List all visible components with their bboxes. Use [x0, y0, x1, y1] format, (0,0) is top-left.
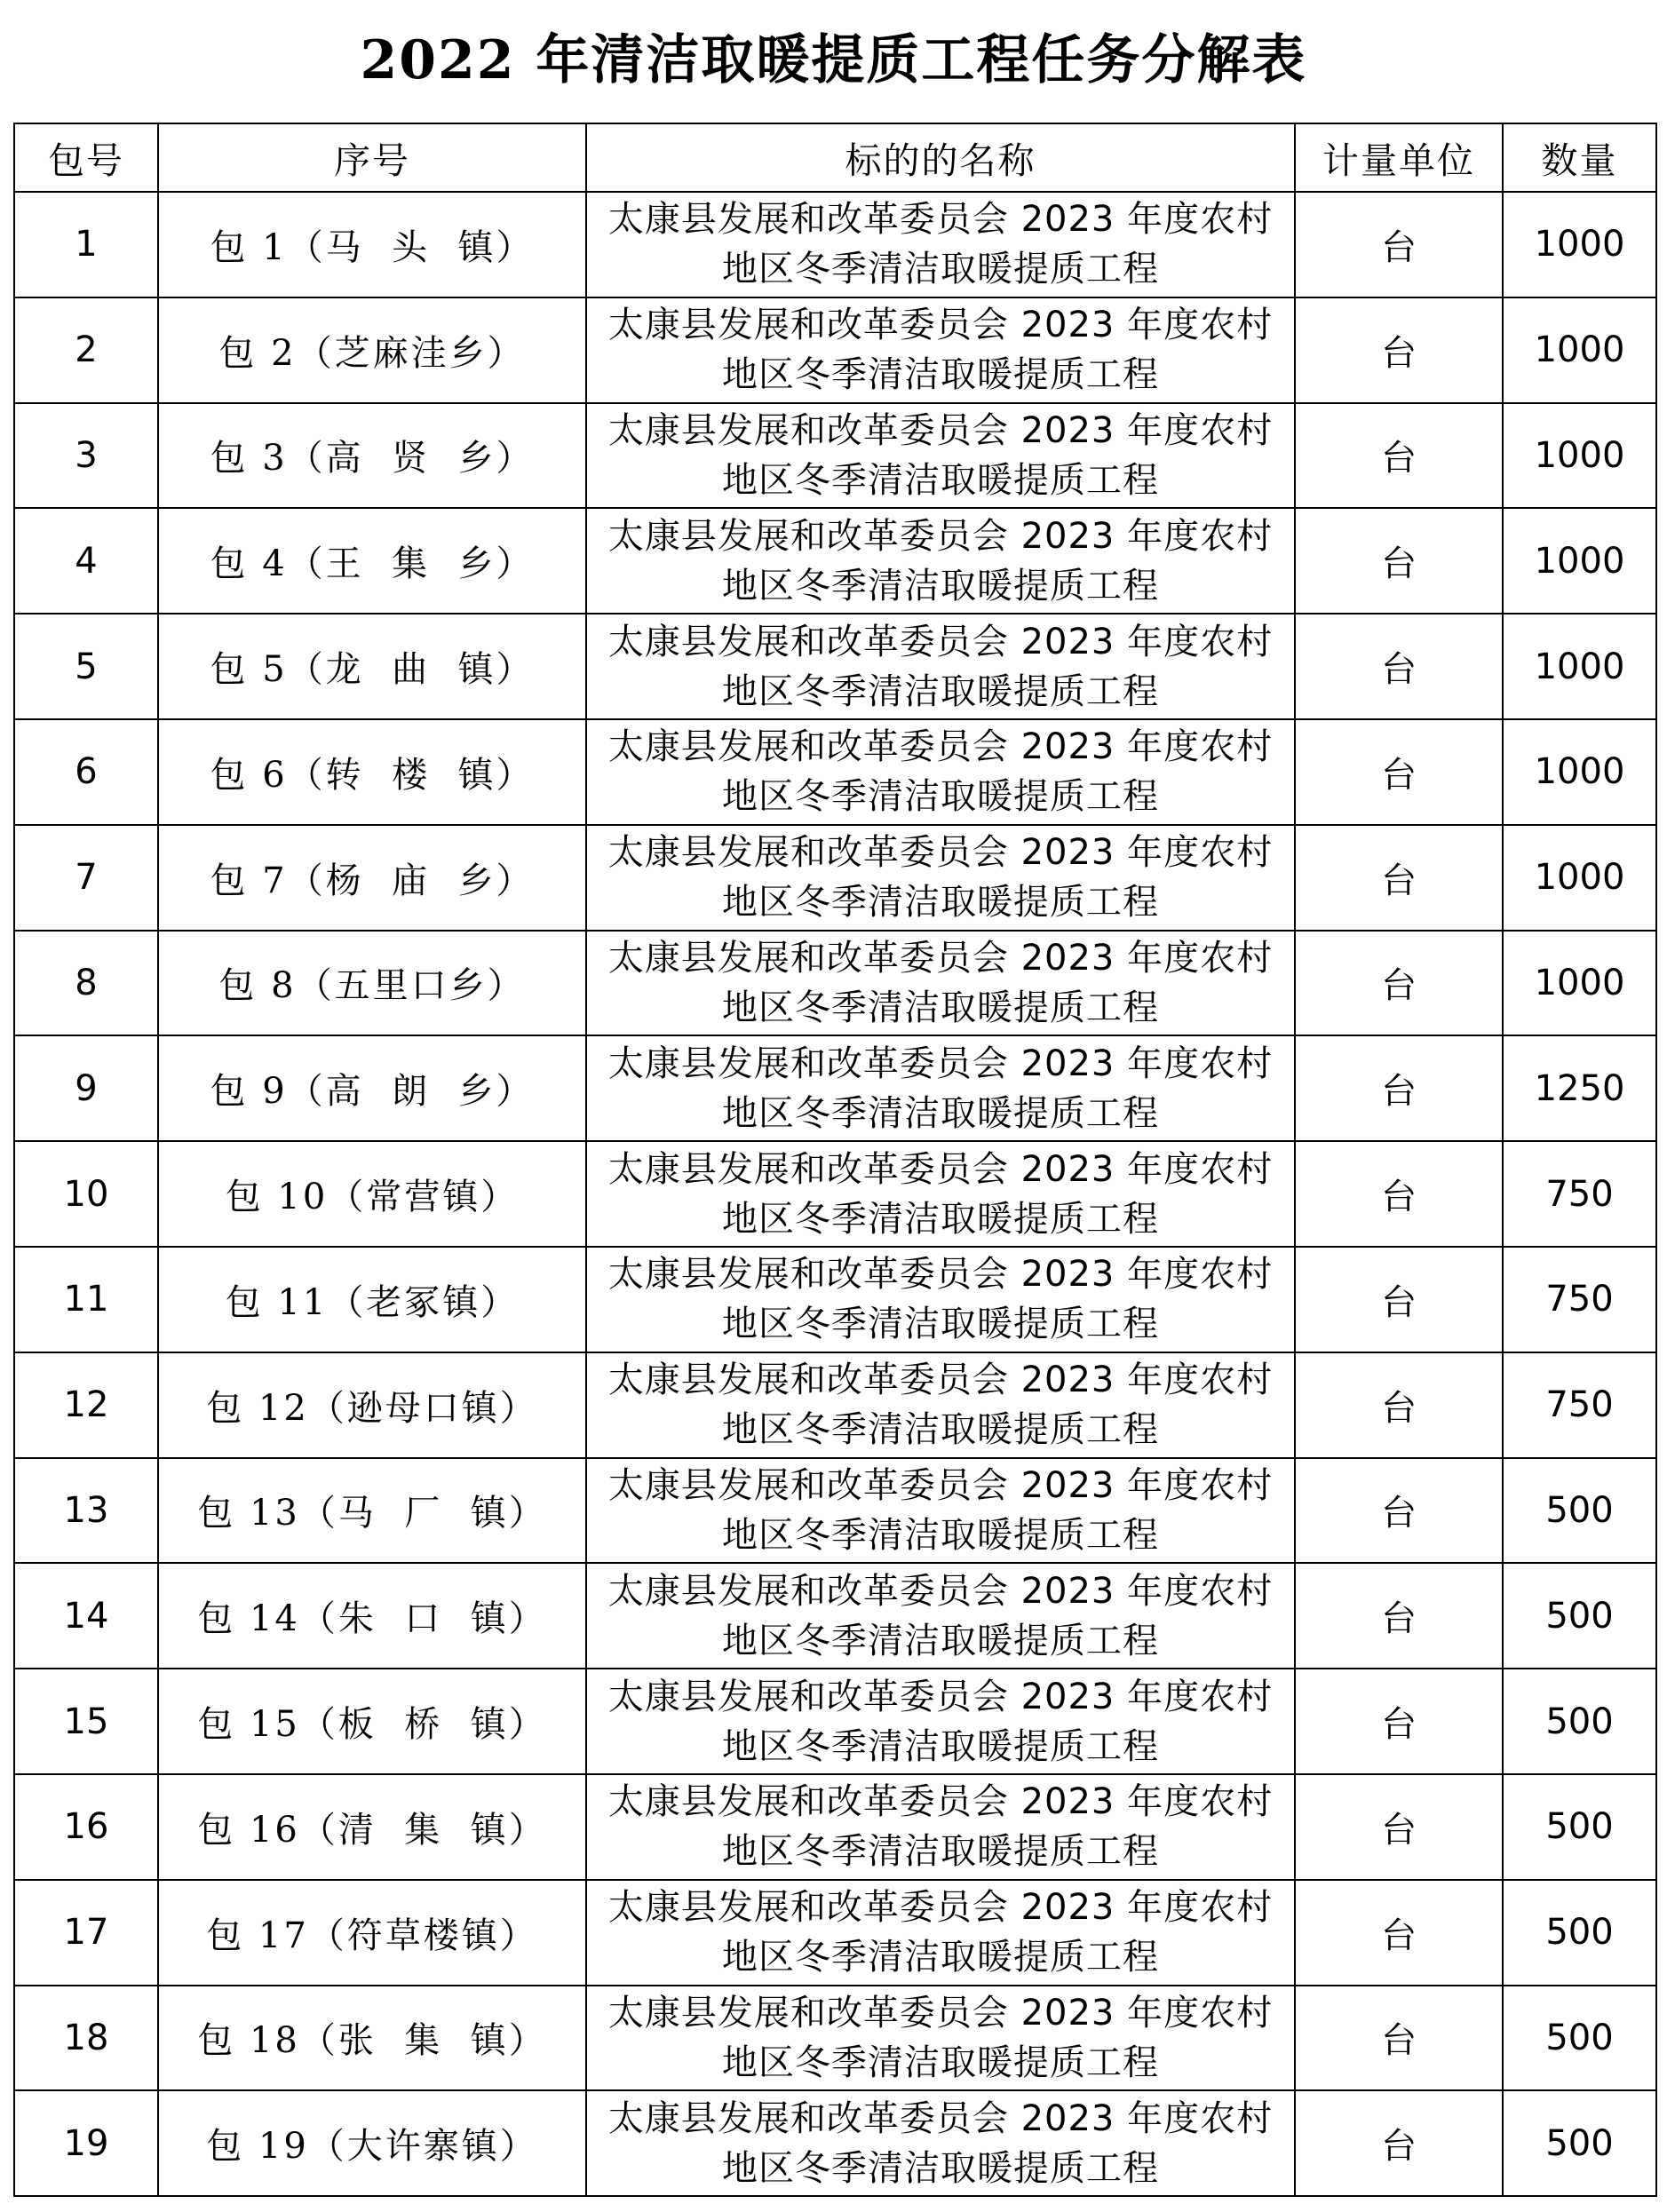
package-no-cell: 9: [14, 1035, 158, 1141]
item-name-cell: 太康县发展和改革委员会 2023 年度农村地区冬季清洁取暖提质工程: [586, 192, 1295, 297]
item-name-cell: 太康县发展和改革委员会 2023 年度农村地区冬季清洁取暖提质工程: [586, 2090, 1295, 2196]
sequence-cell: 包 15（板 桥 镇）: [158, 1669, 586, 1774]
sequence-cell: 包 12（逊母口镇）: [158, 1352, 586, 1458]
table-row: [14, 192, 1656, 297]
item-name-cell: 太康县发展和改革委员会 2023 年度农村地区冬季清洁取暖提质工程: [586, 1774, 1295, 1880]
sequence-cell: 包 14（朱 口 镇）: [158, 1563, 586, 1669]
package-no-cell: 13: [14, 1458, 158, 1564]
package-no-cell: 19: [14, 2090, 158, 2196]
item-name-cell: 太康县发展和改革委员会 2023 年度农村地区冬季清洁取暖提质工程: [586, 1352, 1295, 1458]
quantity-cell: 1000: [1503, 297, 1656, 403]
quantity-cell: 500: [1503, 1563, 1656, 1669]
unit-cell: 台: [1295, 508, 1503, 614]
item-name-cell: 太康县发展和改革委员会 2023 年度农村地区冬季清洁取暖提质工程: [586, 1035, 1295, 1141]
package-no-cell: 11: [14, 1247, 158, 1352]
sequence-cell: 包 16（清 集 镇）: [158, 1774, 586, 1880]
item-name-cell: 太康县发展和改革委员会 2023 年度农村地区冬季清洁取暖提质工程: [586, 1563, 1295, 1669]
sequence-cell: 包 9（高 朗 乡）: [158, 1035, 586, 1141]
sequence-cell: 包 6（转 楼 镇）: [158, 719, 586, 825]
table-row: [14, 1458, 1656, 1564]
table-row: [14, 1035, 1656, 1141]
unit-cell: 台: [1295, 1880, 1503, 1986]
table-row: [14, 403, 1656, 509]
table-row: [14, 2090, 1656, 2196]
header-unit: 计量单位: [1295, 123, 1503, 192]
page-title: 2022 年清洁取暖提质工程任务分解表: [360, 29, 1307, 91]
quantity-cell: 1000: [1503, 192, 1656, 297]
item-name-cell: 太康县发展和改革委员会 2023 年度农村地区冬季清洁取暖提质工程: [586, 1880, 1295, 1986]
table-row: [14, 1986, 1656, 2091]
quantity-cell: 500: [1503, 1774, 1656, 1880]
unit-cell: 台: [1295, 1774, 1503, 1880]
header-sequence: 序号: [158, 123, 586, 192]
unit-cell: 台: [1295, 1141, 1503, 1247]
package-no-cell: 10: [14, 1141, 158, 1247]
package-no-cell: 15: [14, 1669, 158, 1774]
quantity-cell: 500: [1503, 1458, 1656, 1564]
item-name-cell: 太康县发展和改革委员会 2023 年度农村地区冬季清洁取暖提质工程: [586, 1458, 1295, 1564]
unit-cell: 台: [1295, 1669, 1503, 1774]
header-package-no: 包号: [14, 123, 158, 192]
unit-cell: 台: [1295, 2090, 1503, 2196]
unit-cell: 台: [1295, 931, 1503, 1036]
sequence-cell: 包 2（芝麻洼乡）: [158, 297, 586, 403]
quantity-cell: 750: [1503, 1247, 1656, 1352]
table-row: [14, 1563, 1656, 1669]
table-row: [14, 1141, 1656, 1247]
package-no-cell: 1: [14, 192, 158, 297]
sequence-cell: 包 5（龙 曲 镇）: [158, 614, 586, 719]
table-row: [14, 1669, 1656, 1774]
unit-cell: 台: [1295, 1986, 1503, 2091]
table-header-row: [14, 123, 1656, 192]
unit-cell: 台: [1295, 1458, 1503, 1564]
table-row: [14, 1247, 1656, 1352]
item-name-cell: 太康县发展和改革委员会 2023 年度农村地区冬季清洁取暖提质工程: [586, 1141, 1295, 1247]
quantity-cell: 1250: [1503, 1035, 1656, 1141]
quantity-cell: 1000: [1503, 403, 1656, 509]
sequence-cell: 包 17（符草楼镇）: [158, 1880, 586, 1986]
sequence-cell: 包 19（大许寨镇）: [158, 2090, 586, 2196]
table-row: [14, 508, 1656, 614]
quantity-cell: 1000: [1503, 825, 1656, 931]
sequence-cell: 包 1（马 头 镇）: [158, 192, 586, 297]
table-row: [14, 931, 1656, 1036]
package-no-cell: 3: [14, 403, 158, 509]
item-name-cell: 太康县发展和改革委员会 2023 年度农村地区冬季清洁取暖提质工程: [586, 508, 1295, 614]
item-name-cell: 太康县发展和改革委员会 2023 年度农村地区冬季清洁取暖提质工程: [586, 1669, 1295, 1774]
quantity-cell: 750: [1503, 1141, 1656, 1247]
table-row: [14, 1774, 1656, 1880]
unit-cell: 台: [1295, 1563, 1503, 1669]
package-no-cell: 2: [14, 297, 158, 403]
table-row: [14, 614, 1656, 719]
package-no-cell: 7: [14, 825, 158, 931]
table-row: [14, 1352, 1656, 1458]
package-no-cell: 12: [14, 1352, 158, 1458]
quantity-cell: 1000: [1503, 614, 1656, 719]
package-no-cell: 5: [14, 614, 158, 719]
package-no-cell: 6: [14, 719, 158, 825]
unit-cell: 台: [1295, 297, 1503, 403]
unit-cell: 台: [1295, 825, 1503, 931]
table-row: [14, 719, 1656, 825]
table-row: [14, 825, 1656, 931]
quantity-cell: 1000: [1503, 719, 1656, 825]
sequence-cell: 包 7（杨 庙 乡）: [158, 825, 586, 931]
table-body: [14, 192, 1656, 2196]
quantity-cell: 500: [1503, 1669, 1656, 1774]
quantity-cell: 500: [1503, 1880, 1656, 1986]
item-name-cell: 太康县发展和改革委员会 2023 年度农村地区冬季清洁取暖提质工程: [586, 1986, 1295, 2091]
package-no-cell: 18: [14, 1986, 158, 2091]
quantity-cell: 500: [1503, 1986, 1656, 2091]
item-name-cell: 太康县发展和改革委员会 2023 年度农村地区冬季清洁取暖提质工程: [586, 931, 1295, 1036]
task-table: [13, 123, 1657, 2197]
package-no-cell: 4: [14, 508, 158, 614]
sequence-cell: 包 4（王 集 乡）: [158, 508, 586, 614]
unit-cell: 台: [1295, 1352, 1503, 1458]
item-name-cell: 太康县发展和改革委员会 2023 年度农村地区冬季清洁取暖提质工程: [586, 1247, 1295, 1352]
item-name-cell: 太康县发展和改革委员会 2023 年度农村地区冬季清洁取暖提质工程: [586, 403, 1295, 509]
sequence-cell: 包 11（老冢镇）: [158, 1247, 586, 1352]
sequence-cell: 包 13（马 厂 镇）: [158, 1458, 586, 1564]
unit-cell: 台: [1295, 719, 1503, 825]
unit-cell: 台: [1295, 614, 1503, 719]
item-name-cell: 太康县发展和改革委员会 2023 年度农村地区冬季清洁取暖提质工程: [586, 825, 1295, 931]
header-quantity: 数量: [1503, 123, 1656, 192]
sequence-cell: 包 10（常营镇）: [158, 1141, 586, 1247]
item-name-cell: 太康县发展和改革委员会 2023 年度农村地区冬季清洁取暖提质工程: [586, 719, 1295, 825]
sequence-cell: 包 8（五里口乡）: [158, 931, 586, 1036]
sequence-cell: 包 18（张 集 镇）: [158, 1986, 586, 2091]
item-name-cell: 太康县发展和改革委员会 2023 年度农村地区冬季清洁取暖提质工程: [586, 614, 1295, 719]
header-item-name: 标的的名称: [586, 123, 1295, 192]
package-no-cell: 17: [14, 1880, 158, 1986]
package-no-cell: 14: [14, 1563, 158, 1669]
package-no-cell: 16: [14, 1774, 158, 1880]
quantity-cell: 750: [1503, 1352, 1656, 1458]
item-name-cell: 太康县发展和改革委员会 2023 年度农村地区冬季清洁取暖提质工程: [586, 297, 1295, 403]
unit-cell: 台: [1295, 403, 1503, 509]
sequence-cell: 包 3（高 贤 乡）: [158, 403, 586, 509]
unit-cell: 台: [1295, 192, 1503, 297]
package-no-cell: 8: [14, 931, 158, 1036]
table-row: [14, 297, 1656, 403]
table-row: [14, 1880, 1656, 1986]
quantity-cell: 1000: [1503, 931, 1656, 1036]
quantity-cell: 500: [1503, 2090, 1656, 2196]
unit-cell: 台: [1295, 1247, 1503, 1352]
unit-cell: 台: [1295, 1035, 1503, 1141]
quantity-cell: 1000: [1503, 508, 1656, 614]
